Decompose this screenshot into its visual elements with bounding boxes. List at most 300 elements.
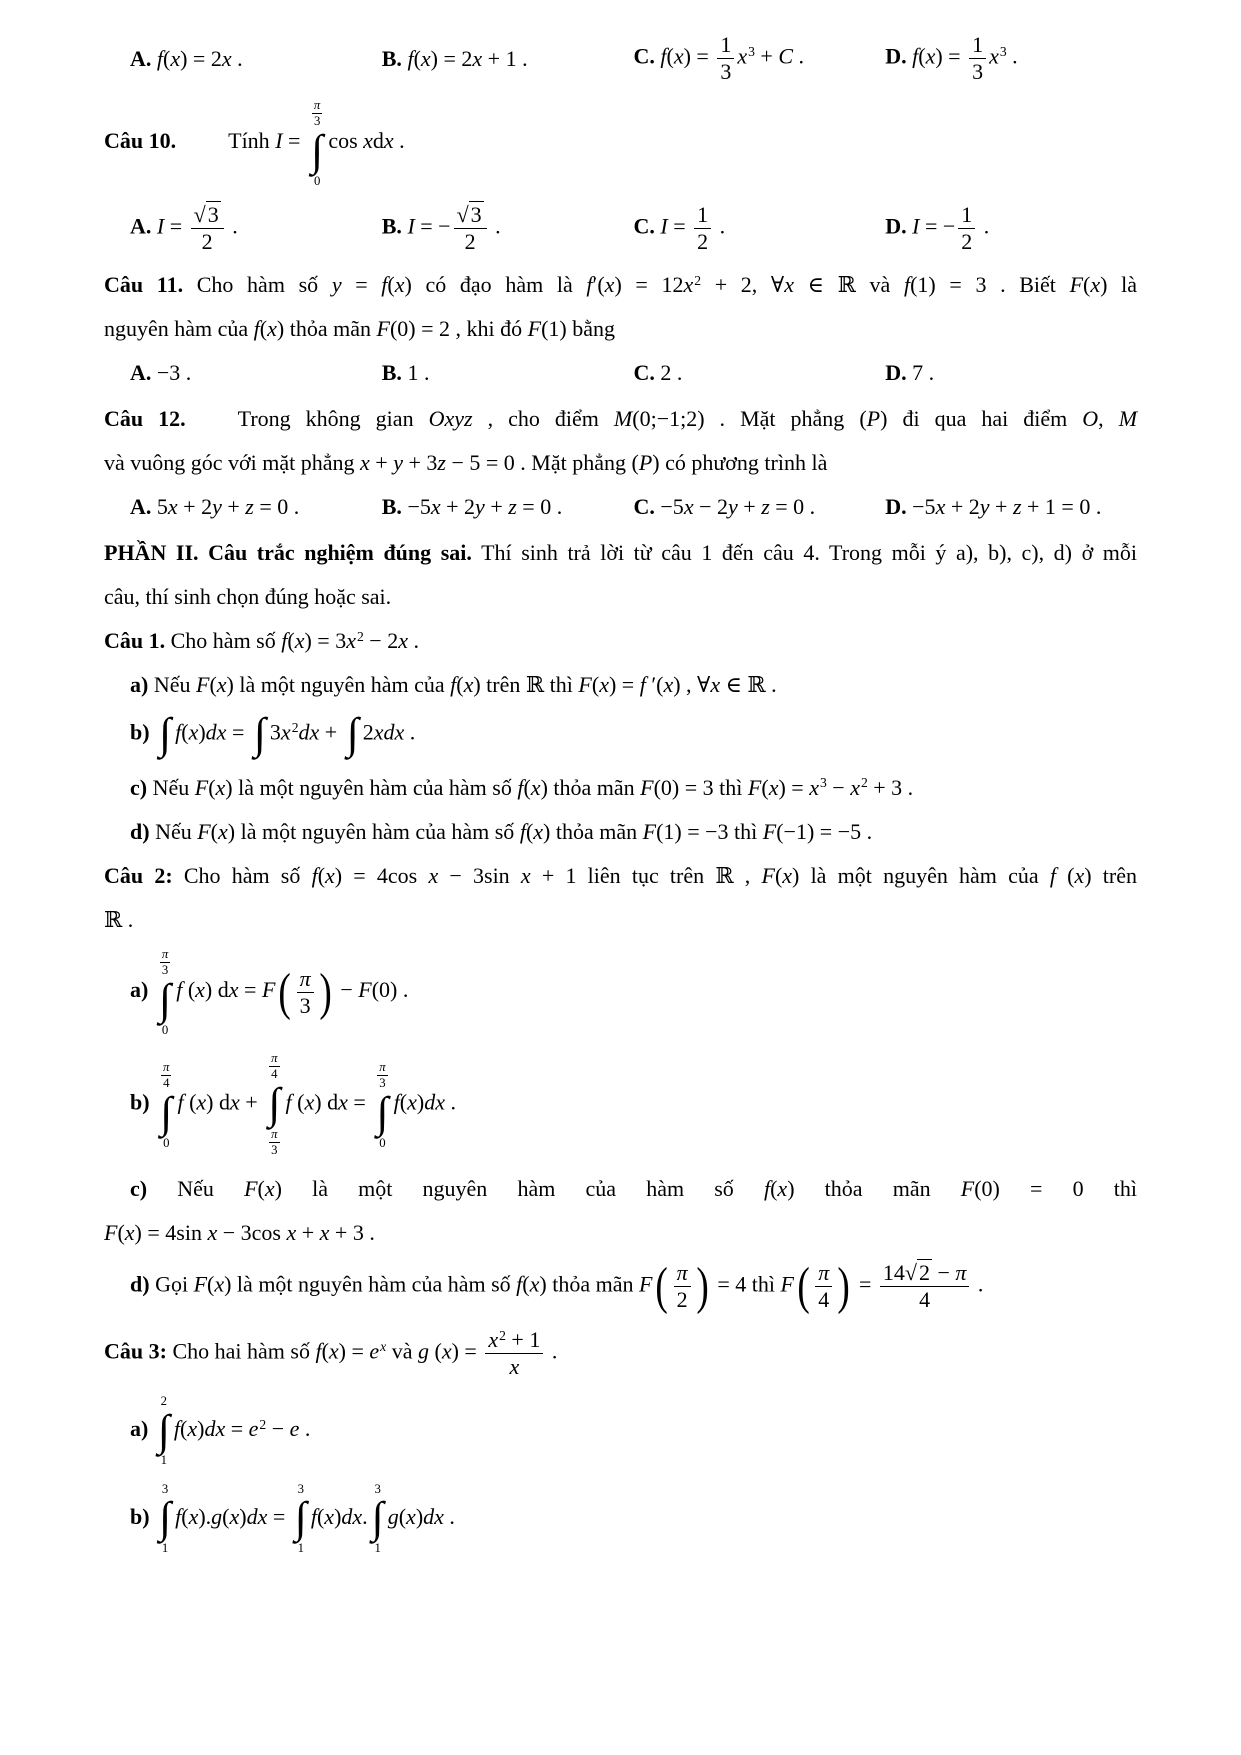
- part2-heading-line1: [104, 536, 1137, 569]
- text-run: − 5 = 0 . Mặt phẳng (: [445, 450, 639, 476]
- text-run: ,: [1098, 406, 1119, 432]
- text-run: ) d: [314, 1089, 339, 1115]
- math-var: x: [228, 977, 239, 1003]
- answer-option-D: [885, 490, 1137, 523]
- option-label: B.: [381, 45, 408, 71]
- math-var: π: [163, 1059, 170, 1074]
- text-run: và: [386, 1338, 418, 1364]
- text-run: (: [456, 672, 464, 698]
- integral-upper-limit: [310, 98, 324, 129]
- math-var: e: [369, 1338, 380, 1364]
- text-run: =: [667, 213, 692, 239]
- text-run: 3: [972, 58, 984, 84]
- math-sqrt: [905, 1259, 932, 1285]
- integral-sign-icon: ∫: [268, 1079, 281, 1129]
- text-run: (: [317, 862, 326, 888]
- math-var: π: [313, 97, 321, 112]
- math-var: x: [229, 1503, 240, 1529]
- left-paren: (: [278, 963, 292, 1021]
- question-label: Câu 11.: [104, 272, 184, 298]
- text-run: ) =: [338, 1338, 370, 1364]
- integral-lower-limit: [161, 1453, 167, 1467]
- math-var: f: [517, 774, 524, 800]
- text-run: ) =: [935, 43, 967, 69]
- text-run: Cho hàm số: [165, 628, 282, 654]
- text-run: =: [164, 213, 188, 239]
- text-run: ) thỏa mãn: [540, 774, 641, 800]
- math-var: x: [673, 43, 684, 69]
- left-paren: (: [797, 1258, 810, 1316]
- math-var: f: [156, 45, 164, 71]
- math-var: π: [379, 1059, 386, 1074]
- text-run: 1: [161, 1540, 169, 1555]
- text-run: 3: [269, 719, 281, 745]
- math-var: x: [264, 1176, 275, 1202]
- option-label: A.: [130, 360, 157, 386]
- math-var: f: [660, 43, 667, 69]
- text-run: =: [347, 1089, 372, 1115]
- text-run: 0: [163, 1135, 170, 1150]
- text-run: Nếu: [147, 1176, 245, 1202]
- math-var: y: [393, 450, 403, 476]
- math-var: F: [747, 774, 762, 800]
- text-run: 2: [676, 1287, 688, 1313]
- text-run: (: [413, 45, 421, 71]
- p2q3-item-a: [104, 1394, 1137, 1467]
- math-fraction: [694, 202, 711, 255]
- math-var: x: [737, 43, 748, 69]
- math-var: F: [780, 1271, 794, 1297]
- math-var: f: [175, 719, 182, 745]
- integral-upper-limit: [158, 947, 172, 978]
- math-var: f: [381, 272, 388, 298]
- paren-content: [671, 1260, 694, 1313]
- text-run: + 1 .: [482, 45, 528, 71]
- math-var: x: [428, 862, 439, 888]
- math-var: y: [475, 494, 485, 520]
- text-run: ) là một nguyên hàm của hàm số: [225, 774, 518, 800]
- text-run: +: [296, 1220, 320, 1246]
- option-label: D.: [885, 213, 913, 239]
- math-var: F: [104, 1220, 118, 1246]
- math-superscript: [861, 775, 868, 790]
- math-var: x: [221, 45, 232, 71]
- math-var: x: [683, 272, 694, 298]
- math-var: g: [387, 1503, 399, 1529]
- radicand: [469, 201, 484, 227]
- integral-lower-limit: [298, 1541, 304, 1555]
- math-var: x: [530, 774, 541, 800]
- math-var: f: [586, 272, 593, 298]
- text-run: 1: [972, 32, 984, 57]
- text-run: 2: [860, 775, 868, 791]
- answer-option-C: [634, 356, 886, 389]
- text-run: = 0 .: [769, 494, 816, 520]
- text-run: 2: [259, 1416, 267, 1432]
- fraction-denominator: [694, 229, 711, 255]
- text-run: (: [316, 1503, 325, 1529]
- math-var: x: [304, 1089, 315, 1115]
- math-var: x: [215, 774, 226, 800]
- text-run: ) = 2: [430, 45, 473, 71]
- integral-lower-limit: [379, 1136, 385, 1150]
- text-run: −: [334, 977, 359, 1003]
- fraction-numerator: [312, 98, 322, 114]
- text-run: (: [321, 1338, 329, 1364]
- text-run: ) d: [204, 977, 229, 1003]
- text-run: 3: [720, 58, 732, 84]
- math-var: π: [818, 1260, 830, 1286]
- text-run: ): [416, 1089, 425, 1115]
- text-run: −3 .: [156, 360, 192, 386]
- text-run: 1: [720, 32, 732, 57]
- math-var: y: [212, 494, 222, 520]
- math-var: x: [529, 1271, 540, 1297]
- math-fraction: [268, 1051, 280, 1082]
- text-run: = −: [414, 213, 451, 239]
- math-var: π: [676, 1260, 688, 1286]
- text-run: Gọi: [149, 1271, 194, 1297]
- math-var: f: [763, 1176, 771, 1202]
- text-run: (0) = 0 thì: [974, 1176, 1137, 1202]
- text-run: 1 .: [407, 360, 430, 386]
- text-run: d: [372, 128, 384, 154]
- math-var: f: [450, 672, 457, 698]
- math-var: x: [188, 1503, 199, 1529]
- math-var: dx: [423, 1503, 444, 1529]
- option-label: D.: [885, 43, 913, 69]
- answer-option-C: [634, 32, 886, 85]
- math-var: y: [979, 494, 990, 520]
- p2q2-item-b: [104, 1051, 1137, 1158]
- text-run: +: [737, 494, 762, 520]
- text-run: 0: [313, 173, 321, 188]
- option-label: A.: [130, 45, 157, 71]
- text-run: + 3: [402, 450, 438, 476]
- text-run: 4: [271, 1067, 278, 1082]
- math-var: x: [360, 450, 370, 476]
- answer-option-A: [130, 202, 382, 255]
- question-label: d): [130, 818, 150, 844]
- text-run: (: [591, 672, 600, 698]
- text-run: [148, 977, 154, 1002]
- math-var: Oxyz: [428, 406, 473, 432]
- q12-statement-line2: [104, 446, 1137, 479]
- text-run: − 3sin: [438, 862, 521, 888]
- math-var: x: [380, 1339, 387, 1355]
- text-run: +: [484, 494, 509, 520]
- question-label: Câu 10.: [104, 128, 177, 154]
- text-run: − 2: [693, 494, 728, 520]
- text-run: +: [221, 494, 246, 520]
- fraction-numerator: [880, 1260, 970, 1287]
- text-run: (: [522, 1271, 530, 1297]
- question-label: a): [130, 1416, 149, 1441]
- math-superscript: [748, 44, 755, 59]
- text-run: 1: [374, 1540, 381, 1555]
- option-label: A.: [130, 213, 157, 239]
- p2q3-statement: [104, 1327, 1137, 1380]
- math-var: dx: [205, 719, 227, 745]
- math-superscript: [820, 775, 827, 790]
- p2q1-item-a: [104, 668, 1137, 701]
- integral-lower-limit: [267, 1127, 281, 1158]
- text-run: 2 .: [660, 360, 683, 386]
- math-var: x: [809, 774, 819, 800]
- text-run: + 2: [440, 494, 476, 520]
- math-var: e: [289, 1416, 300, 1441]
- math-var: M: [1118, 406, 1138, 432]
- math-var: x: [784, 272, 794, 298]
- text-run: (: [210, 818, 218, 844]
- math-integral: [372, 1482, 384, 1555]
- text-run: ) = 12: [614, 272, 684, 298]
- math-var: z: [245, 494, 254, 520]
- math-var: x: [214, 1271, 225, 1297]
- text-run: ) trên ℝ thì: [473, 672, 579, 698]
- math-var: f: [253, 316, 260, 342]
- math-var: x: [420, 45, 431, 71]
- text-run: ) = 2: [180, 45, 222, 71]
- fraction-numerator: [377, 1060, 387, 1076]
- text-run: 2: [464, 229, 476, 255]
- text-run: ) là: [1100, 272, 1137, 298]
- text-run: ).: [198, 1503, 212, 1529]
- p2q2-item-c-line2: [104, 1216, 1137, 1249]
- text-run: ′(: [645, 672, 664, 698]
- text-run: = −: [919, 213, 956, 239]
- math-var: dx: [383, 719, 405, 745]
- fraction-numerator: [454, 202, 487, 229]
- radical-sign-icon: √: [193, 202, 206, 228]
- fraction-numerator: [815, 1260, 832, 1287]
- text-run: ∈ ℝ và: [793, 272, 904, 298]
- math-var: x: [124, 1220, 135, 1246]
- answer-option-B: [382, 202, 634, 255]
- q12-statement-line1: [104, 402, 1137, 435]
- math-var: P: [866, 406, 881, 432]
- text-run: .: [393, 128, 405, 154]
- option-label: B.: [381, 213, 408, 239]
- text-run: ) trên: [1084, 862, 1137, 888]
- math-superscript: [499, 1328, 506, 1343]
- math-fraction: [311, 98, 323, 129]
- math-var: f: [285, 1089, 292, 1115]
- answer-option-B: [382, 356, 634, 389]
- math-var: x: [325, 862, 335, 888]
- answer-option-C: [634, 202, 886, 255]
- math-var: f: [281, 628, 288, 654]
- q12-options: [104, 490, 1137, 523]
- text-run: 4: [163, 1075, 170, 1090]
- text-run: (: [761, 774, 769, 800]
- math-var: F: [762, 818, 777, 844]
- text-run: −: [931, 1260, 956, 1286]
- math-var: f: [175, 1503, 182, 1529]
- text-run: ) = 3: [304, 628, 347, 654]
- q11-statement-line1: [104, 268, 1137, 301]
- math-var: x: [1090, 272, 1101, 298]
- option-label: D.: [885, 494, 913, 520]
- text-run: 3: [299, 992, 311, 1018]
- option-label: C.: [633, 494, 661, 520]
- text-run: ) là một nguyên hàm của hàm số: [227, 818, 520, 844]
- radicand: [917, 1259, 932, 1285]
- math-var: g: [418, 1338, 429, 1364]
- math-var: F: [527, 316, 542, 342]
- math-var: g: [211, 1503, 223, 1529]
- text-run: (: [287, 628, 295, 654]
- text-run: (0;−1;2) . Mặt phẳng (: [632, 406, 867, 432]
- answer-option-A: [130, 356, 382, 389]
- text-run: 3: [271, 1143, 278, 1158]
- right-paren: ): [837, 1258, 851, 1316]
- math-var: I: [407, 213, 415, 239]
- fraction-numerator: [191, 202, 224, 229]
- option-label: D.: [885, 360, 913, 386]
- math-var: f: [516, 1271, 523, 1297]
- math-var: x: [925, 43, 936, 69]
- text-run: (: [259, 316, 268, 342]
- text-run: Cho hàm số: [172, 862, 312, 888]
- math-var: x: [216, 672, 227, 698]
- math-var: F: [578, 672, 592, 698]
- text-run: (−1) = −5 .: [776, 818, 873, 844]
- text-run: +: [989, 494, 1013, 520]
- p2q2-statement-line1: [104, 859, 1137, 892]
- option-label: A.: [130, 494, 157, 520]
- math-var: f: [311, 862, 318, 888]
- big-paren-group: [653, 1258, 710, 1316]
- math-var: x: [394, 272, 405, 298]
- text-run: ) = 4sin: [134, 1220, 208, 1246]
- text-run: Tính: [228, 128, 276, 154]
- integral-sign-icon: ∫: [253, 709, 266, 759]
- math-var: x: [850, 774, 860, 800]
- option-label: C.: [633, 213, 661, 239]
- math-var: x: [398, 628, 408, 654]
- math-fraction: [815, 1260, 832, 1313]
- text-run: + 1: [505, 1327, 541, 1353]
- text-run: .: [362, 1503, 368, 1529]
- math-var: x: [599, 672, 609, 698]
- integral-sign-icon: ∫: [346, 709, 359, 759]
- text-run: .: [793, 43, 805, 69]
- text-run: +: [754, 43, 779, 69]
- text-run: 3: [161, 963, 169, 978]
- text-run: (: [429, 1338, 442, 1364]
- math-var: x: [363, 128, 373, 154]
- integral-sign-icon: ∫: [376, 1087, 389, 1137]
- math-fraction: [485, 1327, 543, 1380]
- math-var: I: [912, 213, 920, 239]
- text-run: ) đi qua hai điểm: [880, 406, 1083, 432]
- math-var: z: [761, 494, 770, 520]
- text-run: (0) = 3 thì: [653, 774, 748, 800]
- math-var: F: [195, 672, 210, 698]
- math-var: x: [407, 1089, 417, 1115]
- text-run: =: [225, 1416, 249, 1441]
- math-var: e: [248, 1416, 259, 1441]
- text-run: Cho hàm số: [183, 272, 332, 298]
- text-run: 3: [161, 1481, 169, 1496]
- text-run: (: [180, 1416, 188, 1441]
- math-var: x: [777, 1176, 788, 1202]
- fraction-denominator: [462, 229, 479, 255]
- text-run: (: [774, 862, 783, 888]
- math-var: P: [638, 450, 653, 476]
- text-run: 0: [161, 1022, 169, 1037]
- math-superscript: [292, 720, 299, 735]
- p2q3-item-b: [104, 1482, 1137, 1555]
- math-var: x: [935, 494, 946, 520]
- text-run: 3: [297, 1481, 304, 1496]
- text-run: 3: [470, 202, 482, 228]
- text-run: +: [369, 450, 394, 476]
- text-run: −5: [660, 494, 684, 520]
- text-run: (: [1055, 862, 1075, 888]
- answer-option-D: [885, 32, 1137, 85]
- fraction-numerator: [717, 32, 734, 59]
- text-run: ) có phương trình là: [652, 450, 828, 476]
- text-run: =: [853, 1271, 877, 1297]
- option-label: C.: [633, 43, 661, 69]
- q10-options: [104, 202, 1137, 255]
- integral-sign-icon: ∫: [294, 1492, 307, 1542]
- text-run: 2: [291, 720, 299, 736]
- text-run: 0: [379, 1135, 386, 1150]
- math-var: x: [196, 1089, 207, 1115]
- math-var: x: [373, 719, 384, 745]
- math-var: C: [778, 43, 794, 69]
- math-var: F: [1069, 272, 1084, 298]
- text-run: ): [239, 1503, 247, 1529]
- fraction-denominator: [674, 1287, 691, 1313]
- text-run: (: [209, 672, 217, 698]
- question-label: Câu 2:: [104, 862, 173, 888]
- text-run: 2: [918, 1260, 930, 1286]
- question-label: a): [130, 672, 149, 698]
- math-sqrt: [194, 201, 221, 227]
- text-run: [150, 720, 156, 745]
- math-var: z: [508, 494, 517, 520]
- answer-option-B: [382, 490, 634, 523]
- text-run: − 3cos: [217, 1220, 287, 1246]
- math-var: x: [663, 672, 674, 698]
- text-run: (: [918, 43, 926, 69]
- integral-sign-icon: ∫: [311, 126, 324, 176]
- math-var: f: [519, 818, 526, 844]
- text-run: [150, 1503, 156, 1528]
- text-run: (: [523, 774, 531, 800]
- text-run: 3: [374, 1481, 381, 1496]
- text-run: ) thỏa mãn: [787, 1176, 961, 1202]
- text-run: 3: [207, 202, 219, 228]
- text-run: (: [399, 1089, 408, 1115]
- text-run: .: [444, 1089, 456, 1115]
- answer-option-D: [885, 202, 1137, 255]
- integral-lower-limit: [375, 1541, 381, 1555]
- radical-sign-icon: √: [456, 202, 469, 228]
- text-run: .: [1006, 43, 1018, 69]
- text-run: Trong không gian: [237, 406, 429, 432]
- text-run: =: [282, 128, 306, 154]
- part2-heading-line2: [104, 580, 1137, 613]
- question-label: c): [130, 774, 148, 800]
- text-run: .: [226, 213, 238, 239]
- fraction-denominator: [199, 229, 216, 255]
- math-superscript: [694, 273, 701, 288]
